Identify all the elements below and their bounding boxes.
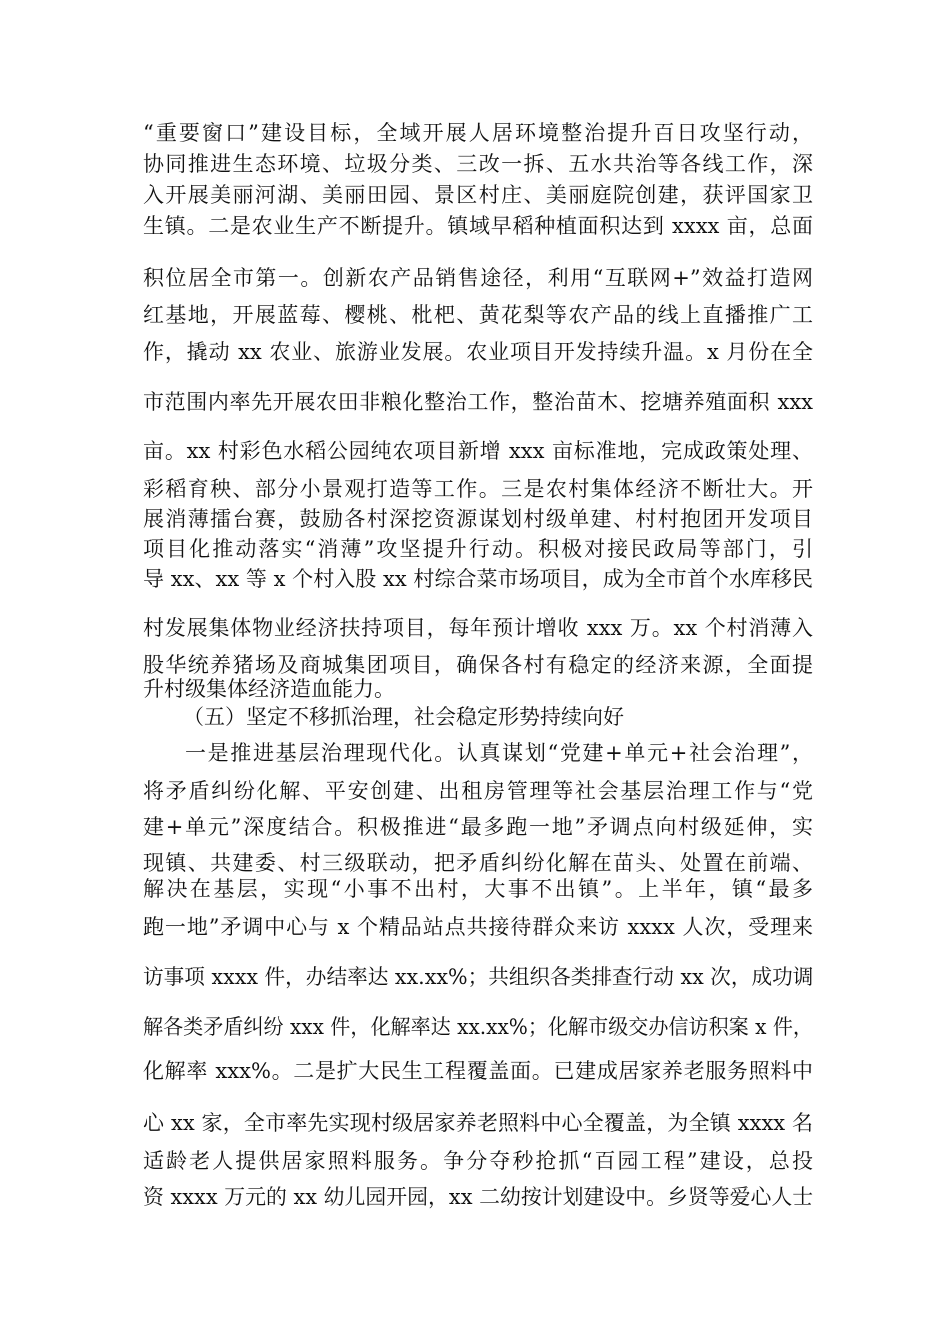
text-line: 建+单元”深度结合。积极推进“最多跑一地”矛调点向村级延伸，实 [143, 815, 813, 839]
section-heading: （五）坚定不移抓治理，社会稳定形势持续向好 [183, 705, 624, 729]
text-line: 心 xx 家，全市率先实现村级居家养老照料中心全覆盖，为全镇 xxxx 名 [143, 1111, 813, 1135]
text-line: 协同推进生态环境、垃圾分类、三改一拆、五水共治等各线工作，深 [143, 152, 813, 176]
text-line: 跑一地”矛调中心与 x 个精品站点共接待群众来访 xxxx 人次，受理来 [143, 915, 813, 939]
text-line: 升村级集体经济造血能力。 [143, 677, 395, 701]
text-line: 现镇、共建委、村三级联动，把矛盾纠纷化解在苗头、处置在前端、 [143, 851, 813, 875]
text-line: 访事项 xxxx 件，办结率达 xx.xx%；共组织各类排查行动 xx 次，成功调 [143, 965, 814, 989]
text-line: 彩稻育秧、部分小景观打造等工作。三是农村集体经济不断壮大。开 [143, 477, 813, 501]
text-line: 将矛盾纠纷化解、平安创建、出租房管理等社会基层治理工作与“党 [143, 779, 813, 803]
text-line: 入开展美丽河湖、美丽田园、景区村庄、美丽庭院创建，获评国家卫 [143, 183, 813, 207]
text-line: 积位居全市第一。创新农产品销售途径，利用“互联网+”效益打造网 [143, 266, 813, 290]
text-line: 展消薄擂台赛，鼓励各村深挖资源谋划村级单建、村村抱团开发项目 [143, 507, 813, 531]
text-line: 亩。xx 村彩色水稻公园纯农项目新增 xxx 亩标准地，完成政策处理、 [143, 439, 813, 463]
text-line: “重要窗口”建设目标，全域开展人居环境整治提升百日攻坚行动， [143, 121, 813, 145]
text-line: 市范围内率先开展农田非粮化整治工作，整治苗木、挖塘养殖面积 xxx [143, 390, 813, 414]
text-line: 作，撬动 xx 农业、旅游业发展。农业项目开发持续升温。x 月份在全 [143, 340, 813, 364]
text-line: 村发展集体物业经济扶持项目，每年预计增收 xxx 万。xx 个村消薄入 [143, 616, 813, 640]
text-line: 适龄老人提供居家照料服务。争分夺秒抢抓“百园工程”建设，总投 [143, 1149, 813, 1173]
text-line: 资 xxxx 万元的 xx 幼儿园开园，xx 二幼按计划建设中。乡贤等爱心人士 [143, 1185, 814, 1209]
text-line: 导 xx、xx 等 x 个村入股 xx 村综合菜市场项目，成为全市首个水库移民 [143, 567, 813, 591]
text-line: 解各类矛盾纠纷 xxx 件，化解率达 xx.xx%；化解市级交办信访积案 x 件， [143, 1015, 813, 1039]
text-line: 股华统养猪场及商城集团项目，确保各村有稳定的经济来源，全面提 [143, 653, 813, 677]
text-line: 红基地，开展蓝莓、樱桃、枇杷、黄花梨等农产品的线上直播推广工 [143, 303, 813, 327]
text-line: 化解率 xxx%。二是扩大民生工程覆盖面。已建成居家养老服务照料中 [143, 1059, 813, 1083]
text-line: 解决在基层，实现“小事不出村，大事不出镇”。上半年，镇“最多 [143, 877, 813, 901]
text-line: 项目化推动落实“消薄”攻坚提升行动。积极对接民政局等部门，引 [143, 537, 813, 561]
text-line: 一是推进基层治理现代化。认真谋划“党建+单元+社会治理”， [185, 741, 813, 765]
text-line: 生镇。二是农业生产不断提升。镇域早稻种植面积达到 xxxx 亩，总面 [143, 214, 813, 238]
